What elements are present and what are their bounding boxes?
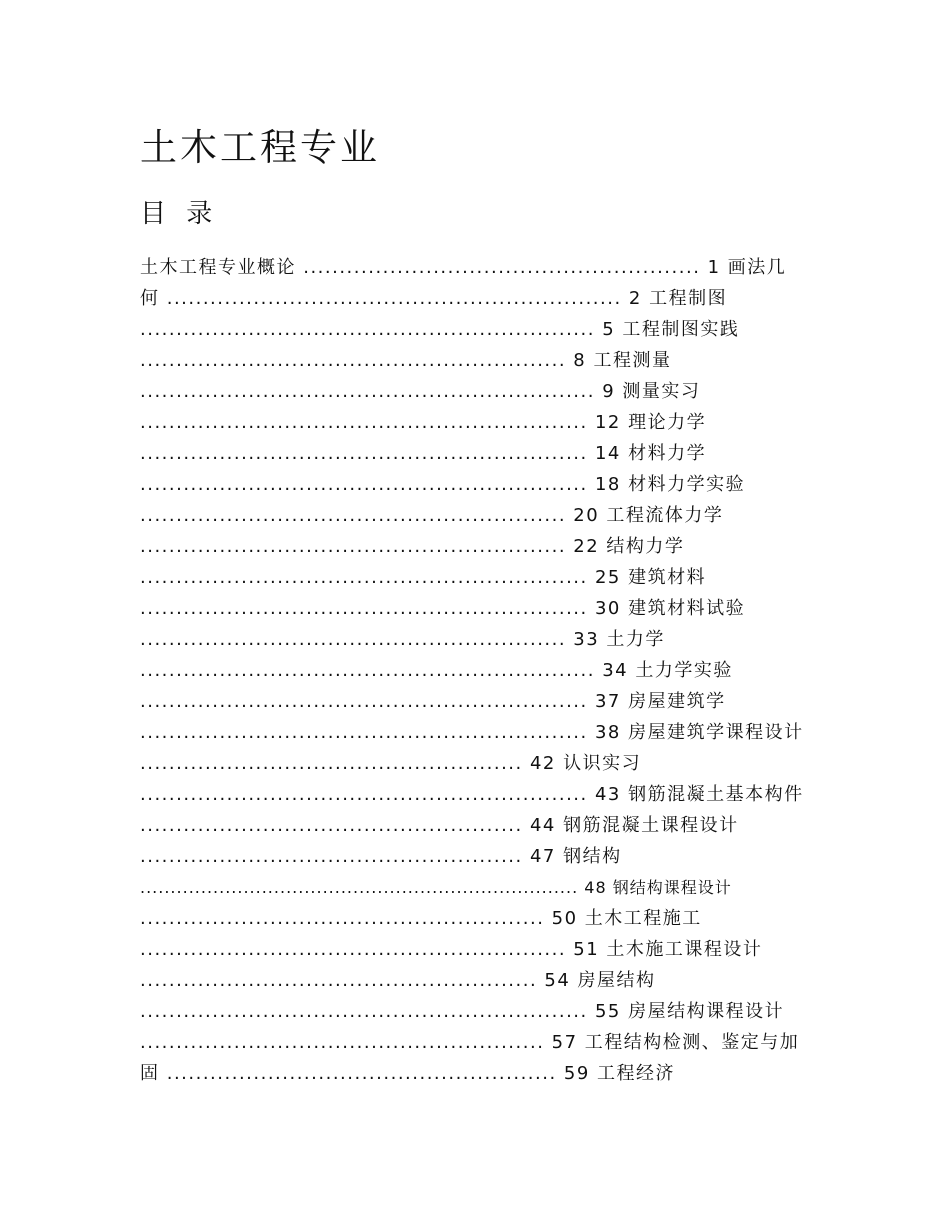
toc-line: .............................................................. 37 房屋建筑学 xyxy=(140,691,726,712)
toc-line: ........................................................ 57 工程结构检测、鉴定与加 xyxy=(140,1032,800,1053)
toc-line: .............................................................. 55 房屋结构课程设计 xyxy=(140,1001,785,1022)
toc-line: .............................................................. 43 钢筋混凝土基本构件 xyxy=(140,784,804,805)
toc-line: ..................................................... 42 认识实习 xyxy=(140,753,642,774)
document-title: 土木工程专业 xyxy=(140,126,380,169)
toc-line: ..................................................... 47 钢结构 xyxy=(140,846,622,867)
toc-line: ..................................................... 44 钢筋混凝土课程设计 xyxy=(140,815,739,836)
toc-line: .............................................................. 18 材料力学实验 xyxy=(140,474,746,495)
toc-line: ........................................................... 33 土力学 xyxy=(140,629,665,650)
toc-line: .............................................................. 38 房屋建筑学课程设计 xyxy=(140,722,804,743)
table-of-contents xyxy=(140,252,820,1089)
toc-line: .............................................................. 12 理论力学 xyxy=(140,412,707,433)
toc-line: .............................................................. 14 材料力学 xyxy=(140,443,707,464)
toc-line: .............................................................. 25 建筑材料 xyxy=(140,567,707,588)
toc-line: ............................................................... 9 测量实习 xyxy=(140,381,701,402)
toc-line: ............................................................... 5 工程制图实践 xyxy=(140,319,740,340)
toc-line: 固 ...................................................... 59 工程经济 xyxy=(140,1063,676,1084)
toc-line: ........................................................... 51 土木施工课程设计 xyxy=(140,939,763,960)
toc-line: 土木工程专业概论 ....................................................... 1 画法几 xyxy=(140,257,787,278)
toc-line: ........................................................... 8 工程测量 xyxy=(140,350,672,371)
toc-line: .............................................................. 30 建筑材料试验 xyxy=(140,598,746,619)
toc-line: ....................................................... 54 房屋结构 xyxy=(140,970,656,991)
toc-line: ........................................................... 22 结构力学 xyxy=(140,536,685,557)
toc-line: 何 ............................................................... 2 工程制图 xyxy=(140,288,728,309)
toc-line: ........................................................................ 48 钢结构课程设计 xyxy=(140,878,732,897)
toc-line: ........................................................ 50 土木工程施工 xyxy=(140,908,702,929)
toc-line: ........................................................... 20 工程流体力学 xyxy=(140,505,724,526)
toc-heading: 目 录 xyxy=(140,199,219,229)
toc-line: ............................................................... 34 土力学实验 xyxy=(140,660,733,681)
